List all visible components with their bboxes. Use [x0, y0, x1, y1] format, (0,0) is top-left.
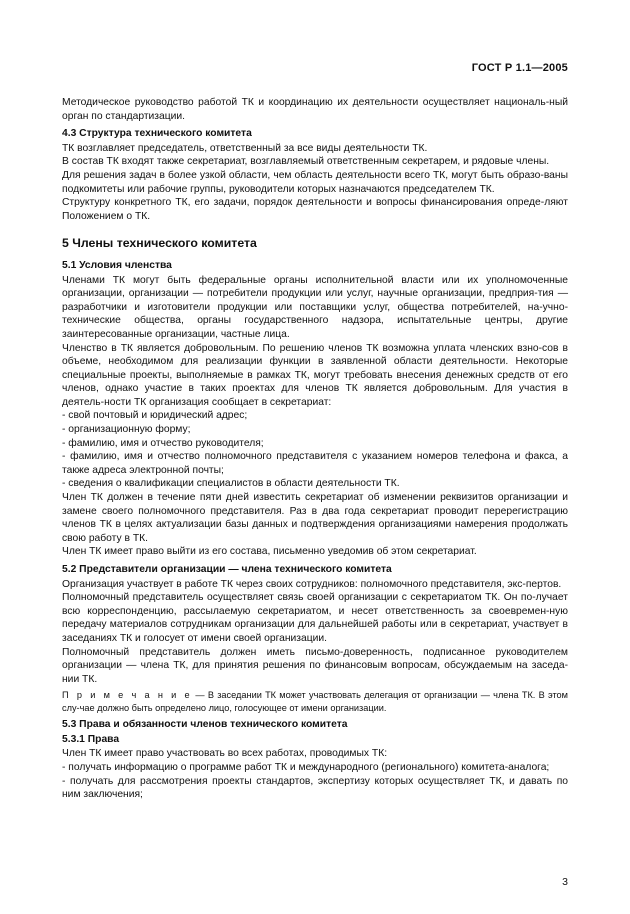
paragraph: Членство в ТК является добровольным. По решению членов ТК возможна уплата членских взно-сов в объеме, необходимом для реализации функции в заявленной области деятельности. Некоторые специальные проекты, выполняемые в рамках ТК, могут требовать внесения денежных средств от его членов, однако участие в таких проектах для членов ТК является добровольным. Для участия в деятель-ности ТК организация сообщает в секретариат: — [62, 342, 568, 408]
list-item: - сведения о квалификации специалистов в области деятельности ТК. — [62, 478, 400, 490]
section-heading-5-2: 5.2 Представители организации — члена технического комитета — [62, 564, 392, 575]
section-heading-5-1: 5.1 Условия членства — [62, 259, 172, 271]
document-body — [62, 96, 568, 802]
section-heading-4-3: 4.3 Структура технического комитета — [62, 128, 252, 140]
paragraph: Методическое руководство работой ТК и координацию их деятельности осуществляет националь-ный орган по стандартизации. — [62, 97, 568, 122]
paragraph: Полномочный представитель должен иметь письмо-доверенность, подписанное руководителем организации — члена ТК, для принятия решения по финансовым вопросам, обсуждаемым на заседа-нии ТК. — [62, 646, 568, 685]
paragraph: В состав ТК входят также секретариат, возглавляемый ответственным секретарем, и рядовые члены. — [62, 156, 550, 168]
paragraph: ТК возглавляет председатель, ответственный за все виды деятельности ТК. — [62, 142, 428, 154]
section-heading-5: 5 Члены технического комитета — [62, 236, 257, 251]
paragraph: Членами ТК могут быть федеральные органы исполнительной власти или их уполномоченные организации, организации — потребители продукции или услуг, научные организации, предприя-тия — разработчики и изготовители продукции или поставщики услуг, общества потребителей, на-учно-технические общества, органы государственного надзора, испытательные центры, другие заинтересованные организации, частные лица. — [62, 274, 568, 340]
page-number: 3 — [562, 876, 568, 888]
paragraph: Структуру конкретного ТК, его задачи, порядок деятельности и вопросы финансирования опреде-ляют Положением о ТК. — [62, 197, 568, 222]
paragraph: Член ТК имеет право участвовать во всех работах, проводимых ТК: — [62, 748, 388, 760]
list-item: - получать для рассмотрения проекты стандартов, экспертизу которых осуществляет ТК, и давать по ним заключения; — [62, 775, 568, 801]
section-heading-5-3: 5.3 Права и обязанности членов технического комитета — [62, 719, 348, 731]
section-heading-5-3-1: 5.3.1 Права — [62, 733, 120, 745]
list-item: - получать информацию о программе работ ТК и международного (регионального) комитета-аналога; — [62, 761, 550, 773]
paragraph: Член ТК должен в течение пяти дней известить секретариат об изменении реквизитов организации и замене своего полномочного представителя. Раз в два года секретариат проводит перерегистрацию членов ТК в целях актуализации базы данных и подтверждения организациями намерения продолжать свою работу в ТК. — [62, 492, 568, 544]
paragraph: Член ТК имеет право выйти из его состава, письменно уведомив об этом секретариат. — [62, 546, 477, 558]
note-text: — В заседании ТК может участвовать делегация от организации — члена ТК. В этом слу-чае должно быть определено лицо, голосующее от имени организации. — [62, 690, 568, 713]
paragraph: Для решения задач в более узкой области, чем область деятельности всего ТК, могут быть образо-ваны подкомитеты или рабочие группы, руководители которых назначаются председателем ТК. — [62, 169, 568, 195]
paragraph: Организация участвует в работе ТК через своих сотрудников: полномочного представителя, экс-пертов. — [62, 578, 562, 590]
list-item: - организационную форму; — [62, 424, 191, 436]
document-code-header: ГОСТ Р 1.1—2005 — [471, 62, 568, 74]
note — [62, 689, 568, 714]
note-label: П р и м е ч а н и е — [62, 690, 193, 701]
list-item: - фамилию, имя и отчество руководителя; — [62, 437, 264, 449]
paragraph: Полномочный представитель осуществляет связь своей организации с секретариатом ТК. Он по-лучает всю корреспонденцию, рассылаемую секретариатом, и несет ответственность за своевремен-ную передачу материалов сотрудникам организации для дальнейшей работы или в секретариат, участвует в заседаниях ТК и голосует от имени своей организации. — [62, 592, 568, 644]
list-item: - свой почтовый и юридический адрес; — [62, 410, 248, 422]
list-item: - фамилию, имя и отчество полномочного представителя с указанием номеров телефона и факса, а также адреса электронной почты; — [62, 451, 568, 476]
